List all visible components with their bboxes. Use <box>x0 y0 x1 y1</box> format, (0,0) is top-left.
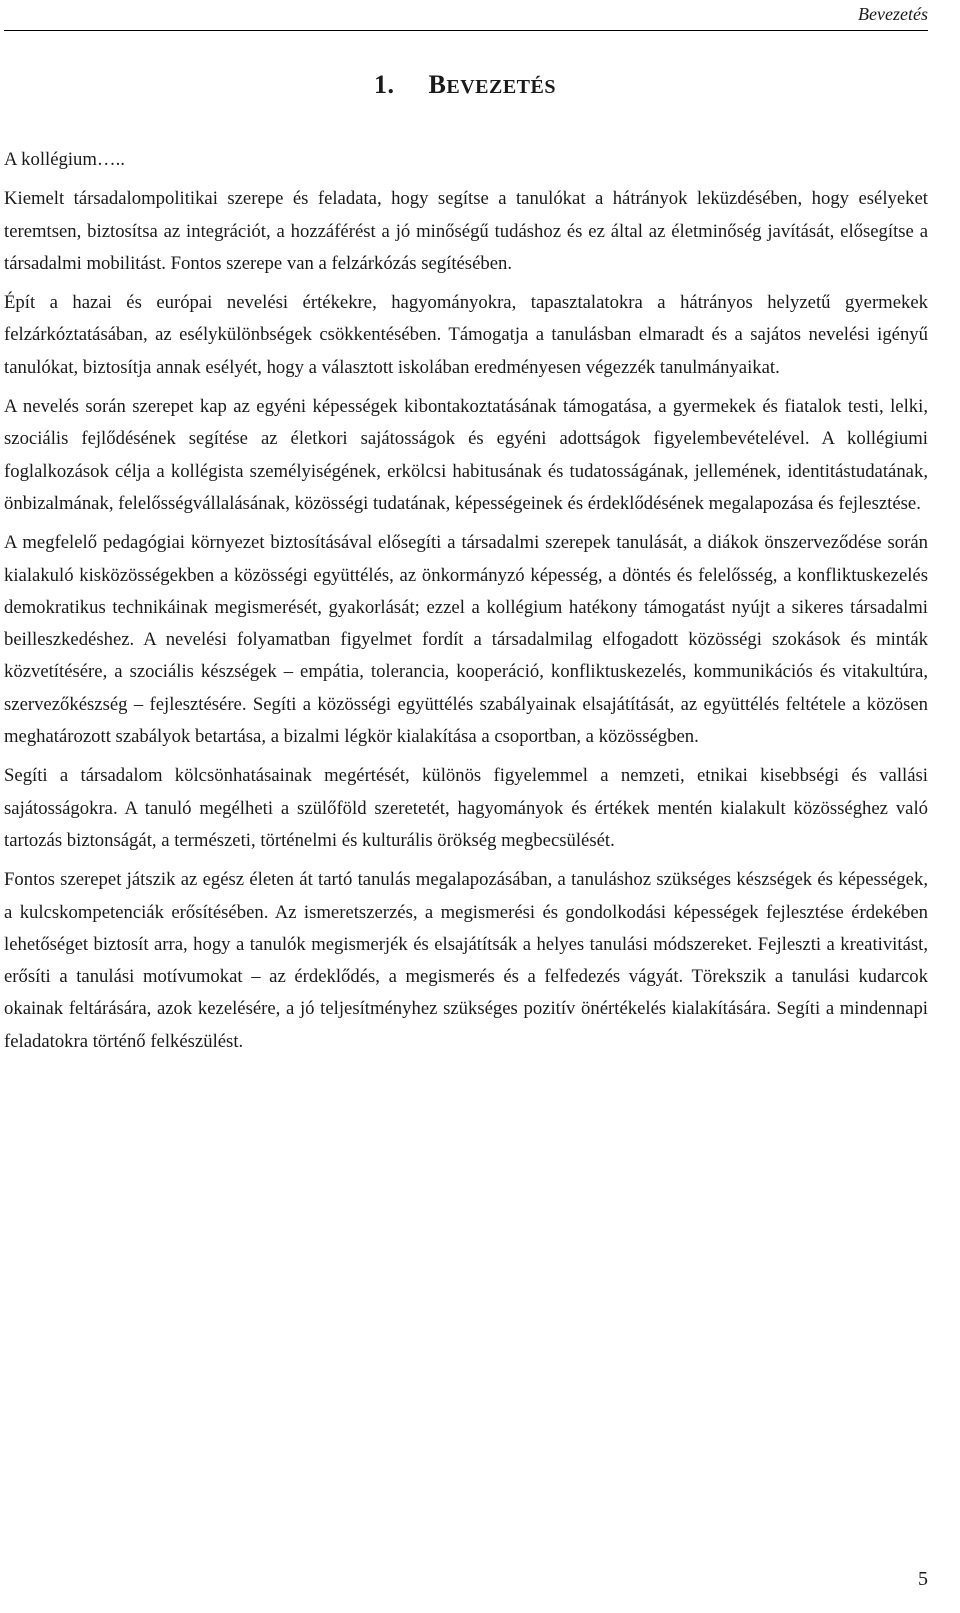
page-number: 5 <box>918 1568 928 1590</box>
chapter-title-initial: B <box>428 70 447 99</box>
paragraph-6: Fontos szerepet játszik az egész életen át tartó tanulás megalapozásában, a tanuláshoz szükséges készségek és képességek, a kulcskompetenciák erősítésében. Az ismeretszerzés, a megismerési és gondolkodási képességek fejlesztése érdekében lehetőséget biztosít arra, hogy a tanulók megismerjék és elsajátítsák a helyes tanulási módszereket. Fejleszti a kreativitást, erősíti a tanulási motívumokat – az érdeklődés, a megismerés és a felfedezés vágyát. Törekszik a tanulási kudarcok okainak feltárására, azok kezelésére, a jó teljesítményhez szükséges pozitív önértékelés kialakítására. Segíti a mindennapi feladatokra történő felkészülést. <box>4 869 928 1052</box>
body-text <box>4 144 928 1065</box>
paragraph-3: A nevelés során szerepet kap az egyéni képességek kibontakoztatásának támogatása, a gyermekek és fiatalok testi, lelki, szociális fejlődésének segítése az életkori sajátosságok és egyéni adottságok figyelembevételével. A kollégiumi foglalkozások célja a kollégista személyiségének, erkölcsi habitusának és tudatosságának, jellemének, identitástudatának, önbizalmának, felelősségvállalásának, közösségi tudatának, képességeinek és érdeklődésének megalapozása és fejlesztése. <box>4 396 928 514</box>
chapter-title-rest: EVEZETÉS <box>446 76 556 98</box>
chapter-title <box>0 70 930 100</box>
paragraph-4: A megfelelő pedagógiai környezet biztosításával elősegíti a társadalmi szerepek tanulását, a diákok önszerveződése során kialakuló kisközösségekben a közösségi együttélés, az önkormányzó képesség, a döntés és felelősség, a konfliktuskezelés demokratikus technikáinak megismerését, gyakorlását; ezzel a kollégium hatékony támogatást nyújt a sikeres társadalmi beilleszkedéshez. A nevelési folyamatban figyelmet fordít a társadalmilag elfogadott közösségi szokások és minták közvetítésére, a szociális készségek – empátia, tolerancia, kooperáció, konfliktuskezelés, kommunikációs és vitakultúra, szervezőkészség – fejlesztésére. Segíti a közösségi együttélés szabályainak elsajátítását, az együttélés feltétele a közösen meghatározott szabályok betartása, a bizalmi légkör kialakítása a csoportban, a közösségben. <box>4 532 928 748</box>
paragraph-2: Épít a hazai és európai nevelési értékekre, hagyományokra, tapasztalatokra a hátrányos helyzetű gyermekek felzárkóztatásában, az esélykülönbségek csökkentésében. Támogatja a tanulásban elmaradt és a sajátos nevelési igényű tanulókat, biztosítja annak esélyét, hogy a választott iskolában eredményesen végezzék tanulmányaikat. <box>4 292 928 378</box>
chapter-number: 1. <box>374 70 395 99</box>
paragraph-1: Kiemelt társadalompolitikai szerepe és feladata, hogy segítse a tanulókat a hátrányok leküzdésében, hogy esélyeket teremtsen, biztosítsa az integrációt, a hozzáférést a jó minőségű tudáshoz és ez által az életminőség javítását, elősegítse a társadalmi mobilitást. Fontos szerepe van a felzárkózás segítésében. <box>4 188 928 274</box>
paragraph-5: Segíti a társadalom kölcsönhatásainak megértését, különös figyelemmel a nemzeti, etnikai kisebbségi és vallási sajátosságokra. A tanuló megélheti a szülőföld szeretetét, hagyományok és értékek mentén kialakult közösséghez való tartozás biztonságát, a természeti, történelmi és kulturális örökség megbecsülését. <box>4 765 928 851</box>
running-header <box>4 0 928 31</box>
section-subheading: A kollégium….. <box>4 149 125 170</box>
running-header-title: Bevezetés <box>858 4 928 24</box>
